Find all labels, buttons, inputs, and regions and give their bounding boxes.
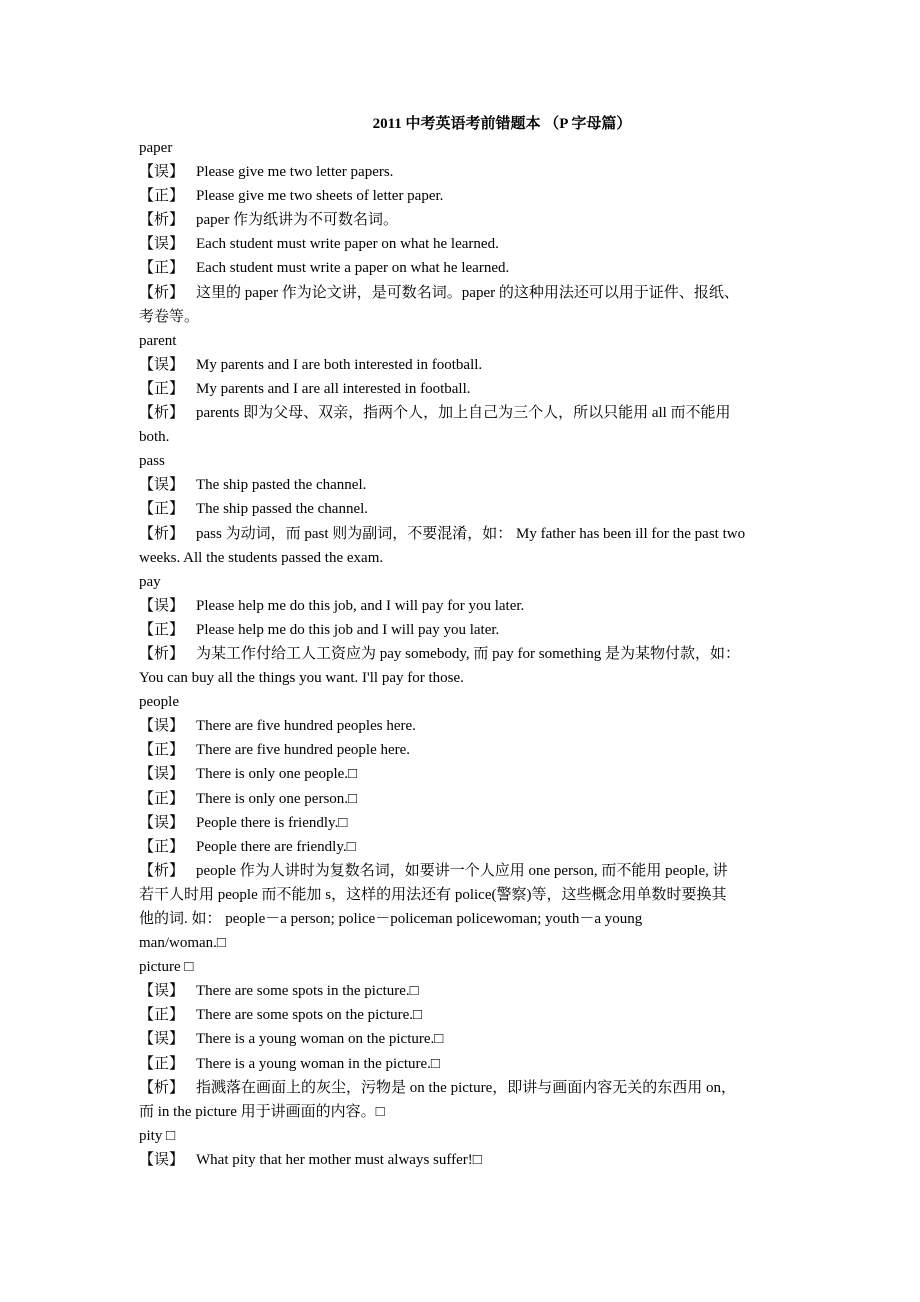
entry-tag: 【正】 (139, 790, 185, 807)
entry-text: 这里的 paper 作为论文讲，是可数名词。paper 的这种用法还可以用于证件、报纸、 (196, 284, 739, 301)
entry-text: 为某工作付给工人工资应为 pay somebody, 而 pay for something 是为某物付款，如： (196, 645, 740, 662)
entry-text: The ship pasted the channel. (196, 477, 367, 494)
entry-tag: 【误】 (139, 718, 185, 735)
entry-text: What pity that her mother must always suffer!□ (196, 1151, 482, 1168)
entry-tag: 【正】 (139, 380, 185, 397)
entry-line (139, 377, 799, 401)
entry-tag: 【误】 (139, 1151, 185, 1168)
entry-text: Please give me two letter papers. (196, 164, 394, 181)
entry-tag: 【误】 (139, 1031, 185, 1048)
headword: pity □ (139, 1127, 176, 1144)
entry-tag: 【正】 (139, 621, 185, 638)
entry-text: Please help me do this job and I will pay you later. (196, 621, 500, 638)
entry-tag: 【析】 (139, 525, 185, 542)
entry-text: People there are friendly.□ (196, 838, 356, 855)
entry-text: There is a young woman on the picture.□ (196, 1031, 444, 1048)
entry-tag: 【误】 (139, 814, 185, 831)
continuation-line: 而 in the picture 用于讲画面的内容。□ (139, 1103, 385, 1120)
entry-line (139, 738, 799, 762)
entry-text: There are five hundred peoples here. (196, 718, 416, 735)
entry-tag: 【误】 (139, 356, 185, 373)
entry-text: parents 即为父母、双亲，指两个人，加上自己为三个人，所以只能用 all 而不能用 (196, 405, 731, 422)
entry-line (139, 642, 799, 666)
continuation-line: weeks. All the students passed the exam. (139, 549, 384, 566)
entry-text: Please give me two sheets of letter paper. (196, 188, 444, 205)
continuation-line: 若干人时用 people 而不能加 s，这样的用法还有 police(警察)等，这些概念用单数时要换其 (139, 886, 727, 903)
entry-line (139, 714, 799, 738)
entry-line (139, 353, 799, 377)
entry-line (139, 256, 799, 280)
entry-tag: 【正】 (139, 188, 185, 205)
entry-line (139, 473, 799, 497)
entry-tag: 【正】 (139, 260, 185, 277)
entry-line (139, 1003, 799, 1027)
entry-tag: 【析】 (139, 645, 185, 662)
entry-line (139, 1052, 799, 1076)
entry-tag: 【误】 (139, 983, 185, 1000)
entry-tag: 【正】 (139, 501, 185, 518)
entry-line (139, 811, 799, 835)
entry-tag: 【误】 (139, 597, 185, 614)
document-body (139, 136, 799, 1172)
entry-line (139, 281, 799, 305)
continuation-line: You can buy all the things you want. I'll pay for those. (139, 670, 464, 687)
entry-text: pass 为动词，而 past 则为副词，不要混淆，如： My father has been ill for the past two (196, 525, 746, 542)
entry-line (139, 787, 799, 811)
entry-line (139, 835, 799, 859)
entry-line (139, 594, 799, 618)
entry-tag: 【误】 (139, 477, 185, 494)
entry-line (139, 401, 799, 425)
entry-line (139, 1076, 799, 1100)
entry-text: There is a young woman in the picture.□ (196, 1055, 440, 1072)
headword: parent (139, 332, 177, 349)
entry-tag: 【正】 (139, 1055, 185, 1072)
entry-text: There are five hundred people here. (196, 742, 411, 759)
entry-tag: 【正】 (139, 1007, 185, 1024)
entry-text: There are some spots on the picture.□ (196, 1007, 423, 1024)
entry-line (139, 979, 799, 1003)
entry-line (139, 762, 799, 786)
entry-line (139, 208, 799, 232)
entry-line (139, 618, 799, 642)
entry-line (139, 497, 799, 521)
entry-tag: 【误】 (139, 236, 185, 253)
entry-tag: 【正】 (139, 838, 185, 855)
entry-line (139, 232, 799, 256)
headword: paper (139, 140, 173, 156)
entry-text: Please help me do this job, and I will pay for you later. (196, 597, 525, 614)
entry-text: There are some spots in the picture.□ (196, 983, 419, 1000)
entry-line (139, 522, 799, 546)
entry-text: Each student must write paper on what he learned. (196, 236, 499, 253)
entry-text: People there is friendly.□ (196, 814, 348, 831)
entry-text: There is only one people.□ (196, 766, 358, 783)
entry-text: paper 作为纸讲为不可数名词。 (196, 212, 399, 229)
entry-tag: 【正】 (139, 742, 185, 759)
entry-line (139, 1027, 799, 1051)
headword: pass (139, 453, 165, 470)
entry-text: The ship passed the channel. (196, 501, 369, 518)
entry-tag: 【误】 (139, 766, 185, 783)
entry-tag: 【析】 (139, 862, 185, 879)
continuation-line: 他的词. 如： people－a person; police－policeman policewoman; youth－a young (139, 911, 643, 927)
entry-tag: 【析】 (139, 405, 185, 422)
entry-text: My parents and I are all interested in football. (196, 380, 471, 397)
entry-line (139, 184, 799, 208)
headword: picture □ (139, 959, 194, 976)
entry-line (139, 160, 799, 184)
continuation-line: man/woman.□ (139, 935, 226, 952)
entry-tag: 【误】 (139, 164, 185, 181)
continuation-line: 考卷等。 (139, 308, 200, 325)
entry-text: 指溅落在画面上的灰尘，污物是 on the picture，即讲与画面内容无关的东西用 on， (196, 1079, 736, 1096)
headword: people (139, 694, 179, 711)
entry-line (139, 1148, 799, 1172)
entry-text: There is only one person.□ (196, 790, 358, 807)
continuation-line: both. (139, 429, 170, 446)
entry-text: people 作为人讲时为复数名词，如要讲一个人应用 one person, 而不能用 people, 讲 (196, 862, 728, 879)
entry-tag: 【析】 (139, 212, 185, 229)
entry-text: My parents and I are both interested in football. (196, 356, 483, 373)
entry-tag: 【析】 (139, 1079, 185, 1096)
document-page (139, 112, 799, 1172)
entry-text: Each student must write a paper on what he learned. (196, 260, 510, 277)
page-title: 2011 中考英语考前错题本 （P 字母篇） (372, 116, 632, 132)
entry-tag: 【析】 (139, 284, 185, 301)
headword: pay (139, 573, 161, 590)
entry-line (139, 859, 799, 883)
